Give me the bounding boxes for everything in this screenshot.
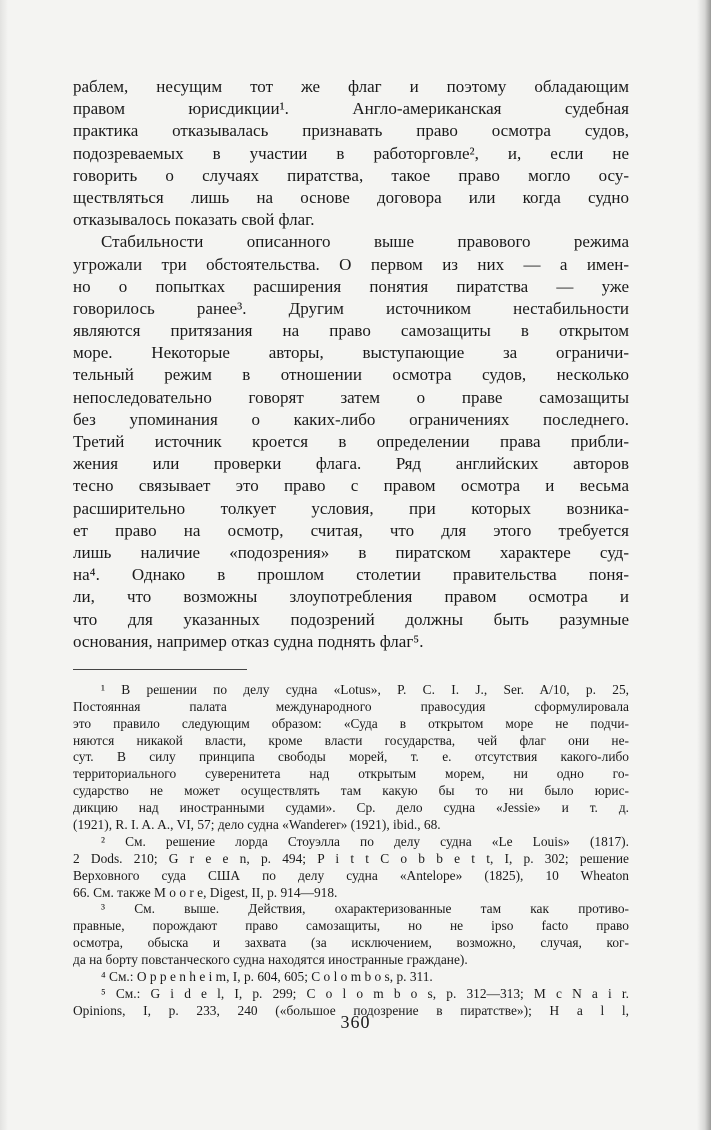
- footnote-line: ⁵ См.: G i d e l, I, p. 299; C o l o m b o s, p. 312—313; M c N a i r.: [101, 985, 629, 1001]
- body-line: говорить о случаях пиратства, такое право могло осу-: [73, 165, 629, 185]
- page-number: 360: [340, 1012, 371, 1032]
- body-line: ществляться лишь на основе договора или когда судно: [73, 187, 629, 207]
- scan-left-edge: [0, 0, 8, 1130]
- body-line: говорилось ранее³. Другим источником нестабильности: [73, 298, 629, 318]
- body-line: ли, что возможны злоупотребления правом осмотра и: [73, 587, 629, 607]
- body-line: без упоминания о каких-либо ограничениях последнего.: [73, 409, 629, 429]
- footnote-line: Opinions, I, p. 233, 240 («большое подозрение в пиратстве»); H a l l,: [73, 1002, 629, 1018]
- footnote-line: няются никакой власти, кроме власти государства, чей флаг они не-: [73, 732, 629, 748]
- body-line: но о попытках расширения понятия пиратства — уже: [73, 276, 629, 296]
- body-line: отказывалось показать свой флаг.: [73, 210, 315, 230]
- body-line: подозреваемых в участии в работорговле², и, если не: [73, 143, 629, 163]
- footnote-line: ³ См. выше. Действия, охарактеризованные там как противо-: [101, 901, 629, 917]
- body-line: являются притязания на право самозащиты в открытом: [73, 321, 629, 341]
- footnote-line: осмотра, обыска и захвата (за исключением, возможно, случая, ког-: [73, 935, 629, 951]
- footnote-line: Постоянная палата международного правосудия сформулировала: [73, 698, 629, 714]
- footnote-line: (1921), R. I. A. A., VI, 57; дело судна «Wanderer» (1921), ibid., 68.: [73, 817, 441, 832]
- footnote-line: ⁴ См.: O p p e n h e i m, I, p. 604, 605; C o l o m b o s, p. 311.: [101, 969, 433, 985]
- body-line: расширительно толкует условия, при которых возника-: [73, 498, 629, 518]
- footnote-separator: [73, 669, 247, 670]
- body-line: что для указанных подозрений должны быть разумные: [73, 609, 629, 629]
- body-line: ет право на осмотр, считая, что для этого требуется: [73, 520, 629, 540]
- body-line: лишь наличие «подозрения» в пиратском характере суд-: [73, 542, 629, 562]
- body-line: Стабильности описанного выше правового режима: [101, 232, 629, 252]
- body-line: практика отказывалась признавать право осмотра судов,: [73, 121, 629, 141]
- body-line: жения или проверки флага. Ряд английских авторов: [73, 454, 629, 474]
- body-line: угрожали три обстоятельства. О первом из них — а имен-: [73, 254, 629, 274]
- body-line: тельный режим в отношении осмотра судов, несколько: [73, 365, 629, 385]
- footnote-line: правные, порождают право самозащиты, но не ipso facto право: [73, 918, 629, 934]
- footnote-line: Верховного суда США по делу судна «Antelope» (1825), 10 Wheaton: [73, 867, 629, 883]
- body-line: правом юрисдикции¹. Англо-американская судебная: [73, 99, 629, 119]
- body-line: основания, например отказ судна поднять флаг⁵.: [73, 631, 424, 651]
- footnotes: [73, 682, 629, 1020]
- body-line: тесно связывает это право с правом осмотра и весьма: [73, 476, 629, 496]
- footnote-line: ¹ В решении по делу судна «Lotus», P. C. I. J., Ser. A/10, p. 25,: [101, 681, 629, 697]
- footnote-line: сударство не может осуществлять там какую бы то ни было юрис-: [73, 783, 629, 799]
- footnote-line: сут. В силу принципа свободы морей, т. е. отсутствия какого-либо: [73, 749, 629, 765]
- footnote-line: территориального суверенитета над открытым морем, ни одно го-: [73, 766, 629, 782]
- footnote-line: ² См. решение лорда Стоуэлла по делу судна «Le Louis» (1817).: [101, 833, 629, 849]
- footnote-line: да на борту повстанческого судна находятся иностранные граждане).: [73, 952, 468, 968]
- body-text: [73, 76, 629, 653]
- body-line: на⁴. Однако в прошлом столетии правительства поня-: [73, 565, 629, 585]
- footnote-line: это правило следующим образом: «Суда в открытом море не подчи-: [73, 715, 629, 731]
- footnote-line: 2 Dods. 210; G r e e n, p. 494; P i t t C o b b e t t, I, p. 302; решение: [73, 850, 629, 866]
- body-line: непоследовательно говорят затем о праве самозащиты: [73, 387, 629, 407]
- body-line: раблем, несущим тот же флаг и поэтому обладающим: [73, 77, 629, 96]
- book-page: [73, 76, 629, 1020]
- scan-right-edge: [697, 0, 711, 1130]
- footnote-line: 66. См. также M o o r e, Digest, II, p. 914—918.: [73, 884, 338, 900]
- body-line: Третий источник кроется в определении права прибли-: [73, 432, 629, 451]
- body-line: море. Некоторые авторы, выступающие за ограничи-: [73, 343, 629, 363]
- footnote-line: дикцию над иностранными судами». Ср. дело судна «Jessie» и т. д.: [73, 800, 629, 816]
